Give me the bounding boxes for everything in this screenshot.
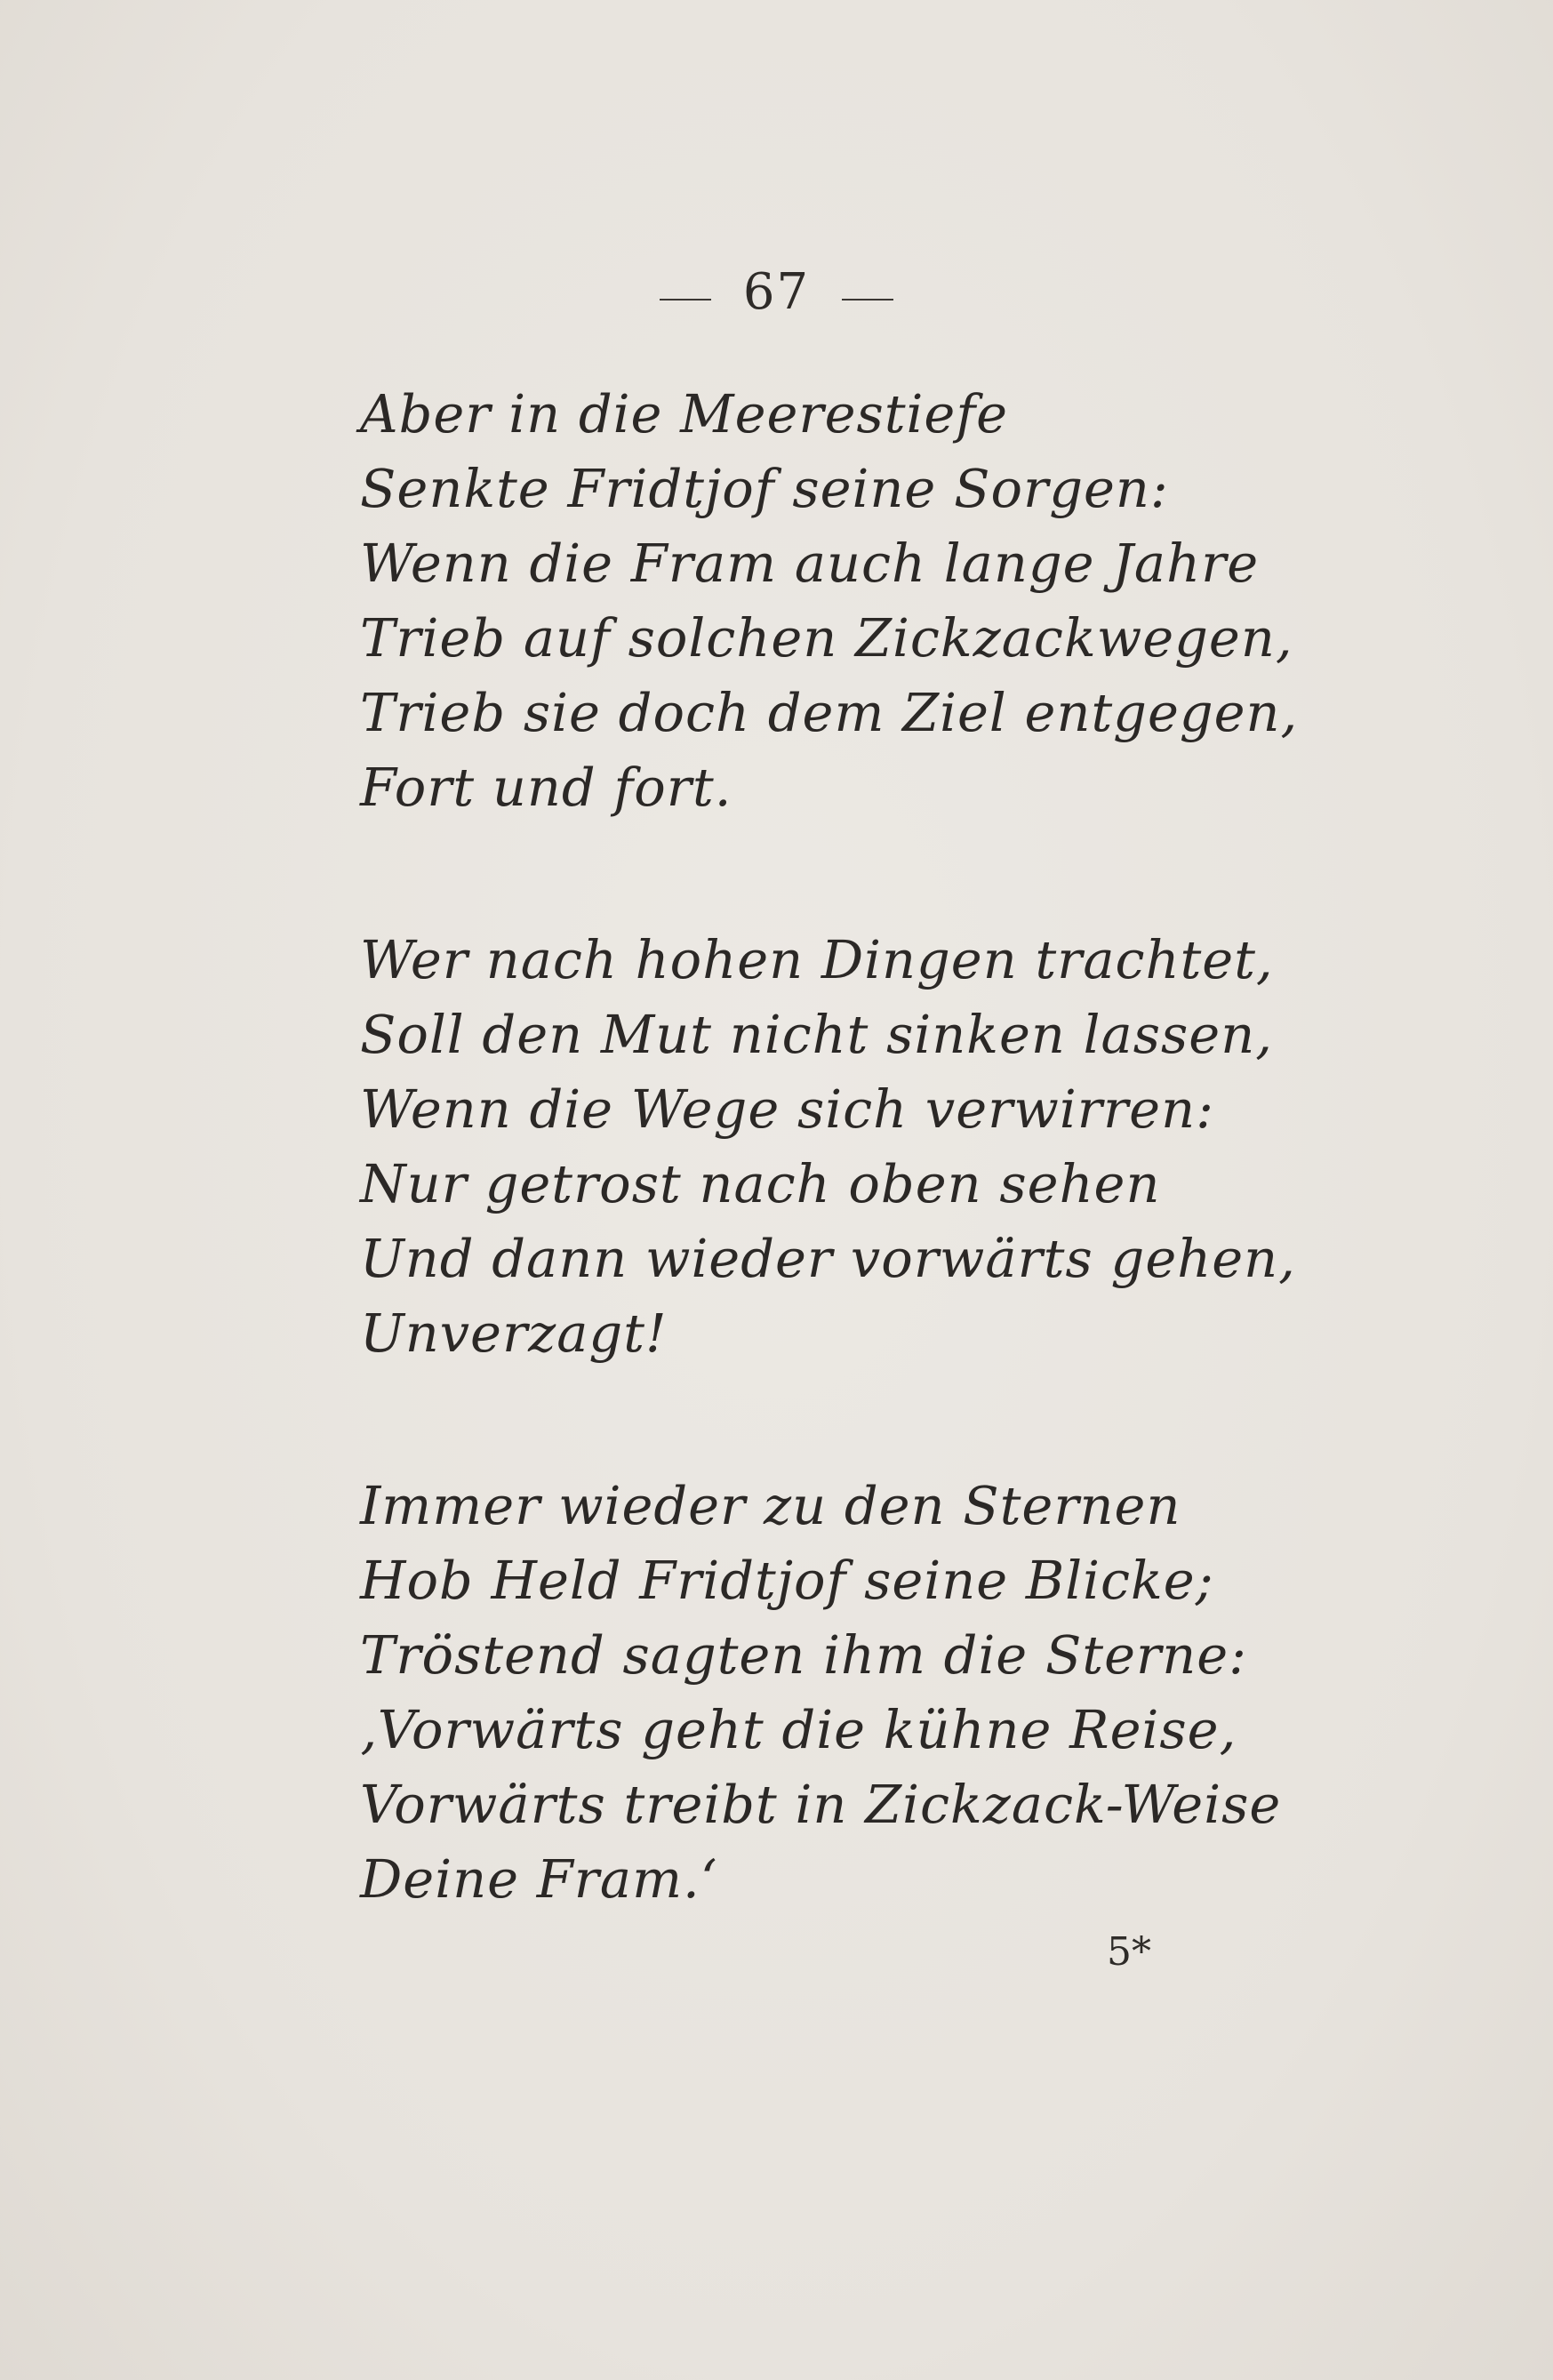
signature-mark: 5* [1107,1929,1151,1975]
stanza-1 [360,377,1299,825]
left-dash [660,299,711,301]
poem-line: Vorwärts treibt in Zickzack-Weise [360,1774,1282,1835]
poem-line: Immer wieder zu den Sternen [360,1475,1181,1536]
poem-line: Wenn die Wege sich verwirren: [360,1078,1214,1140]
poem-line: ‚Vorwärts geht die kühne Reise, [360,1699,1237,1760]
poem-line: Unverzagt! [360,1302,668,1364]
poem-line: Deine Fram.‘ [360,1848,718,1910]
poem-line: Nur getrost nach oben sehen [360,1153,1161,1214]
poem-line: Wer nach hohen Dingen trachtet, [360,929,1274,990]
poem-line: Aber in die Meerestiefe [360,383,1009,445]
poem-line: Trieb sie doch dem Ziel entgegen, [360,682,1299,743]
poem-line: Soll den Mut nicht sinken lassen, [360,1004,1273,1065]
page-number: 67 [742,263,811,321]
poem-line: Trieb auf solchen Zickzackwegen, [360,607,1293,669]
poem-line: Tröstend sagten ihm die Sterne: [360,1624,1248,1686]
right-dash [842,299,893,301]
stanza-3 [360,1469,1282,1917]
page-number-header [0,263,1553,321]
poem-line: Wenn die Fram auch lange Jahre [360,533,1260,594]
poem-line: Senkte Fridtjof seine Sorgen: [360,458,1169,519]
poem-line: Und dann wieder vorwärts gehen, [360,1228,1296,1289]
stanza-2 [360,923,1296,1371]
poem-line: Hob Held Fridtjof seine Blicke; [360,1550,1214,1611]
poem-line: Fort und fort. [360,757,732,818]
